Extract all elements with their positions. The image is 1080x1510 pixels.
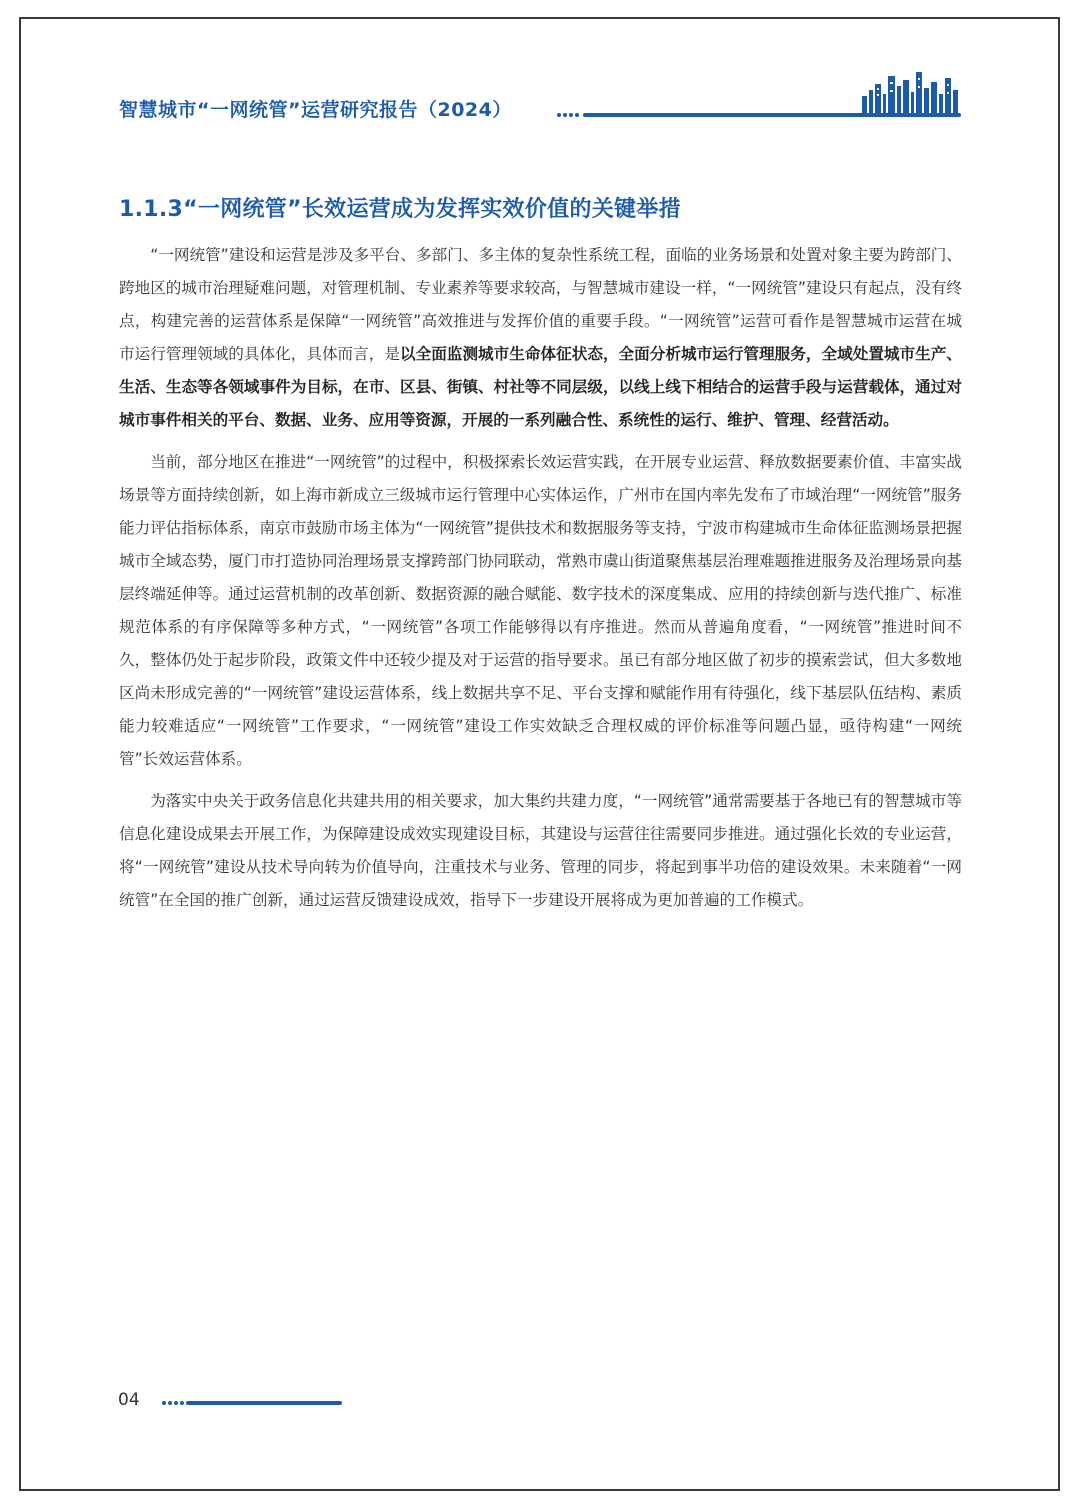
footer-dots — [162, 1401, 184, 1405]
footer-rule — [162, 1400, 342, 1406]
running-header-title: 智慧城市“一网统管”运营研究报告（2024） — [119, 99, 512, 121]
paragraph-1-bold-text: 以全面监测城市生命体征状态，全面分析城市运行管理服务，全域处置城市生产、生活、生态等各领域事件为目标，在市、区县、街镇、村社等不同层级，以线上线下相结合的运营手段与运营载体，通过对城市事件相关的平台、数据、业务、应用等资源，开展的一系列融合性、系统性的运行、维护、管理、经营活动。 — [119, 345, 962, 429]
paragraph-1 — [119, 239, 962, 437]
header-dots — [557, 113, 579, 117]
body-text — [119, 239, 962, 926]
footer-line — [186, 1401, 342, 1405]
paragraph-1-text: “一网统管”建设和运营是涉及多平台、多部门、多主体的复杂性系统工程，面临的业务场景和处置对象主要为跨部门、跨地区的城市治理疑难问题，对管理机制、专业素养等要求较高，与智慧城市建设一样，“一网统管”建设只有起点，没有终点，构建完善的运营体系是保障“一网统管”高效推进与发挥价值的重要手段。“一网统管”运营可看作是智慧城市运营在城市运行管理领域的具体化，具体而言，是 — [119, 246, 962, 363]
paragraph-2: 当前，部分地区在推进“一网统管”的过程中，积极探索长效运营实践，在开展专业运营、释放数据要素价值、丰富实战场景等方面持续创新，如上海市新成立三级城市运行管理中心实体运作，广州市在国内率先发布了市域治理“一网统管”服务能力评估指标体系，南京市鼓励市场主体为“一网统管”提供技术和数据服务等支持，宁波市构建城市生命体征监测场景把握城市全域态势，厦门市打造协同治理场景支撑跨部门协同联动，常熟市虞山街道聚焦基层治理难题推进服务及治理场景向基层终端延伸等。通过运营机制的改革创新、数据资源的融合赋能、数字技术的深度集成、应用的持续创新与迭代推广、标准规范体系的有序保障等多种方式，“一网统管”各项工作能够得以有序推进。然而从普遍角度看，“一网统管”推进时间不久，整体仍处于起步阶段，政策文件中还较少提及对于运营的指导要求。虽已有部分地区做了初步的摸索尝试，但大多数地区尚未形成完善的“一网统管”建设运营体系，线上数据共享不足、平台支撑和赋能作用有待强化，线下基层队伍结构、素质能力较难适应“一网统管”工作要求，“一网统管”建设工作实效缺乏合理权威的评价标准等问题凸显，亟待构建“一网统管”长效运营体系。 — [119, 453, 962, 768]
section-heading: 1.1.3“一网统管”长效运营成为发挥实效价值的关键举措 — [119, 197, 681, 222]
page-number: 04 — [118, 1390, 140, 1410]
paragraph-3: 为落实中央关于政务信息化共建共用的相关要求，加大集约共建力度，“一网统管”通常需要基于各地已有的智慧城市等信息化建设成果去开展工作，为保障建设成效实现建设目标，其建设与运营往往需要同步推进。通过强化长效的专业运营，将“一网统管”建设从技术导向转为价值导向，注重技术与业务、管理的同步，将起到事半功倍的建设效果。未来随着“一网统管”在全国的推广创新，通过运营反馈建设成效，指导下一步建设开展将成为更加普遍的工作模式。 — [119, 792, 962, 909]
city-skyline-icon — [860, 70, 960, 114]
